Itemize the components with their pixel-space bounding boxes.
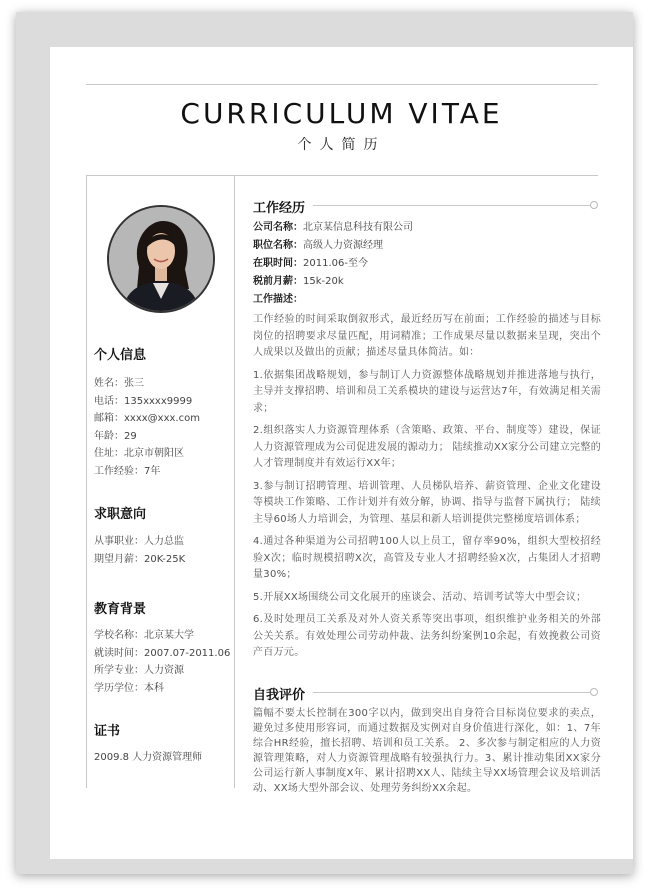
list-item: 2009.8 人力资源管理师 [94, 752, 203, 763]
period-value: 2011.06-至今 [303, 258, 368, 269]
company-label: 公司名称： [253, 222, 303, 233]
resume-page [50, 47, 633, 859]
position-value: 高级人力资源经理 [303, 240, 383, 251]
self-evaluation-text: 篇幅不要太长控制在300字以内，做到突出自身符合目标岗位要求的卖点，避免过多使用形容词，而通过数据及实例对自身价值进行深化，如：1、7年综合HR经验，擅长招聘、培训和员工关系。 2、多次参与制定相应的人力资源管理策略，对人力资源管理战略有较强执行力。3、累计推动集团XX家分公司运行新人事制度X年、累计招聘XX人、陆续主导XX场管理会议及培训活动、XX场大型外部会议、处理劳务纠纷XX余起。 [253, 708, 601, 794]
work-paragraph: 4.通过各种渠道为公司招聘100人以上员工，留存率90%，组织大型校招经验X次；临时规模招聘X次，高管及专业人才招聘经验X次，占集团人才招聘量30%； [253, 536, 601, 580]
work-paragraph: 工作经验的时间采取倒叙形式，最近经历写在前面；工作经验的描述与目标岗位的招聘要求尽量匹配，用词精准；工作成果尽量以数据来呈现，突出个人成果以及做出的贡献；描述尽量具体简洁。如： [253, 314, 601, 358]
education-heading: 教育背景 [94, 602, 147, 617]
page-title: CURRICULUM VITAE [180, 97, 503, 130]
certificate-list [94, 749, 202, 767]
list-item: 所学专业：人力资源 [94, 665, 184, 676]
company-row [253, 219, 413, 237]
work-experience-header [253, 197, 598, 216]
list-item: 住址：北京市朝阳区 [94, 448, 184, 459]
avatar [107, 205, 215, 313]
job-intention-list [94, 533, 185, 568]
work-paragraph: 3.参与制订招聘管理、培训管理、人员梯队培养、薪资管理、企业文化建设等模块工作策略、工作计划并有效分解，协调、指导与监督下属执行； 陆续主导60场人力培训会，为管理、基层和新人培训提供完整梯度培训体系； [253, 480, 601, 525]
list-item: 就读时间：2007.07-2011.06 [94, 647, 231, 659]
list-item: 年龄：29 [94, 430, 137, 442]
list-item: 期望月薪：20K-25K [94, 553, 186, 565]
list-item: 电话：135xxxx9999 [94, 395, 193, 407]
resume-frame [16, 12, 633, 874]
section-divider [313, 205, 592, 206]
list-item: 邮箱：xxxx@xxx.com [94, 413, 200, 424]
personal-info-heading: 个人信息 [94, 348, 147, 363]
header-divider [86, 175, 598, 176]
list-item: 姓名：张三 [94, 378, 144, 389]
divider-dot-icon [590, 688, 598, 696]
list-item: 从事职业：人力总监 [94, 536, 184, 547]
list-item: 学历学位：本科 [94, 682, 164, 694]
page-subtitle: 个人简历 [297, 137, 386, 153]
salary-label: 税前月薪： [253, 276, 303, 287]
work-paragraph: 1.依据集团战略规划，参与制订人力资源整体战略规划并推进落地与执行，主导并支撑招聘、培训和员工关系模块的建设与运营达7年，有效满足相关需求； [253, 369, 601, 414]
personal-info-list [94, 375, 200, 480]
work-paragraph: 2.组织落实人力资源管理体系（含策略、政策、平台、制度等）建设，保证人力资源管理成为公司促进发展的源动力； 陆续推动XX家分公司建立完整的人才管理制度并有效运行XX年； [253, 425, 601, 469]
company-value: 北京某信息科技有限公司 [303, 222, 413, 233]
work-paragraph: 5.开展XX场围绕公司文化展开的座谈会、活动、培训考试等大中型会议； [253, 591, 587, 603]
top-divider [86, 84, 598, 85]
description-label: 工作描述： [253, 294, 303, 305]
salary-row [253, 273, 413, 291]
list-item: 学校名称：北京某大学 [94, 630, 194, 641]
education-list [94, 627, 230, 697]
sidebar-right-border [234, 175, 235, 788]
position-row [253, 237, 413, 255]
divider-dot-icon [590, 201, 598, 209]
position-label: 职位名称： [253, 240, 303, 251]
work-paragraph: 6.及时处理员工关系及对外人资关系等突出事项，组织维护业务相关的外部公关关系。有效处理公司劳动仲裁、法务纠纷案例10余起，有效挽救公司资产百万元。 [253, 614, 601, 658]
portrait-image [109, 207, 213, 311]
self-evaluation-heading: 自我评价 [253, 684, 311, 703]
work-details [253, 219, 413, 309]
salary-value: 15k-20k [303, 276, 344, 287]
self-evaluation-header [253, 684, 598, 703]
list-item: 工作经验：7年 [94, 465, 161, 477]
work-description [253, 312, 601, 668]
certificate-heading: 证书 [94, 724, 121, 739]
description-row [253, 291, 413, 309]
period-label: 在职时间： [253, 258, 303, 269]
job-intention-heading: 求职意向 [94, 507, 147, 522]
period-row [253, 255, 413, 273]
work-experience-heading: 工作经历 [253, 197, 311, 216]
sidebar-left-border [86, 175, 87, 788]
section-divider [313, 692, 592, 693]
